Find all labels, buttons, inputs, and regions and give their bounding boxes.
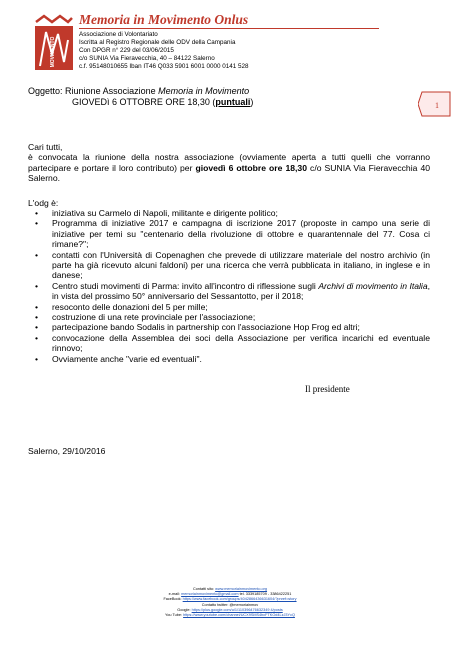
org-detail-line: Associazione di Volontariato <box>79 31 158 38</box>
subject-block <box>28 86 253 108</box>
agenda-item-text: Programma di iniziative 2017 e campagna di iscrizione 2017 (proposte in campo una serie di iniziative per temi su "centenario della rivoluzione di ottobre e quarantennale del 77. Cosa ci rimane?"; <box>52 218 430 250</box>
email-link[interactable]: memoriainmovimento@gmail.com <box>181 592 239 597</box>
agenda-item <box>28 218 430 249</box>
org-detail-line: Iscritta al Registro Regionale delle ODV della Campania <box>79 38 236 46</box>
agenda-item-text: , in vista del prossimo 50° anniversario del Sessantotto, per il 2018; <box>52 280 430 302</box>
bullet-icon: • <box>35 208 39 218</box>
meeting-date: giovedì 6 ottobre ore <box>195 162 283 173</box>
agenda-item-text: Ovviamente anche "varie ed eventuali". <box>52 353 202 364</box>
agenda-item-text: convocazione della Assemblea dei soci della Associazione per verifica incarichi ed eventuale rinnovo; <box>52 332 430 354</box>
footer-twitter: Contatto twitter: @memoriainmov <box>201 602 259 607</box>
agenda-item-text: resoconto delle donazioni del 5 per mille; <box>52 301 208 312</box>
meeting-time: 18,30 <box>285 162 307 173</box>
footer-youtube-label: You Tube: <box>165 613 184 618</box>
agenda-item-text: contatti con l'Università di Copenaghen che prevede di utilizzare materiale del nostro archivio (in parte ha già ricevuto alcuni faldoni) per una ricerca che verrà pubblicata in italiano, in inglese e in danese; <box>52 249 430 281</box>
agenda-item-text: partecipazione bando Sodalis in partnership con l'associazione Hop Frog ed altri; <box>52 322 360 333</box>
agenda-item <box>28 208 430 218</box>
bullet-icon: • <box>35 332 39 343</box>
agenda-label: L'odg è: <box>28 198 59 208</box>
footer-google-label: Google: <box>177 607 192 612</box>
agenda-item <box>28 322 430 332</box>
subject-line-1: Riunione Associazione <box>65 86 159 96</box>
bullet-icon: • <box>35 301 39 312</box>
letter-date: Salerno, 29/10/2016 <box>28 446 106 456</box>
convocation-text: è convocata la riunione della nostra associazione (ovviamente aperta a tutti quelli che vorranno partecipare e portare il loro contributo) per <box>28 152 430 173</box>
agenda-item <box>28 312 430 322</box>
header-divider <box>79 28 379 29</box>
agenda-item <box>28 281 430 302</box>
agenda-item-text: Centro studi movimenti di Parma: invito all'incontro di riflessione sugli <box>52 280 319 291</box>
page-number-tab <box>418 90 452 118</box>
bullet-icon: • <box>35 218 39 229</box>
agenda-item <box>28 250 430 281</box>
logo-text: MOVIMENTO <box>50 36 56 68</box>
footer-contacts <box>0 587 460 618</box>
org-detail-line: c.f. 95148010655 Iban IT46 Q033 5901 6001 0000 0141 528 <box>79 62 249 70</box>
organization-name: Memoria in Movimento Onlus <box>79 12 249 27</box>
youtube-link[interactable]: https://www.youtube.com/channel/UCX9SMS4bcFTKOd4LzJ3YcQ <box>183 613 295 618</box>
agenda-list <box>28 208 430 364</box>
subject-line-2-end: ) <box>250 97 254 108</box>
google-link[interactable]: https://plus.google.com/u/1/110396476632349 4/posts <box>191 607 283 612</box>
agenda-item-italic: Archivi di movimento in Italia <box>318 280 428 291</box>
organization-logo <box>32 14 76 76</box>
org-detail-line: c/o SUNIA Via Fieravecchia, 40 – 84122 Salerno <box>79 54 215 62</box>
footer-email-label: e-mail: <box>168 592 182 597</box>
organization-details <box>79 31 248 71</box>
bullet-icon: • <box>35 312 39 323</box>
footer-facebook-label: FaceBook: <box>163 597 183 602</box>
website-link[interactable]: www.memoriainmovimento.org <box>215 587 268 591</box>
bullet-icon: • <box>35 280 39 291</box>
subject-line-2: GIOVEDì 6 OTTOBRE ORE 18,30 ( <box>72 97 216 108</box>
bullet-icon: • <box>35 249 39 260</box>
letter-body <box>28 142 430 184</box>
org-detail-line: Con DPGR n° 229 del 03/06/2015 <box>79 46 174 54</box>
agenda-item <box>28 333 430 354</box>
signature: Il presidente <box>305 384 350 394</box>
convocation-paragraph <box>28 152 430 183</box>
bullet-icon: • <box>35 353 39 364</box>
subject-association-name: Memoria in Movimento <box>158 86 250 96</box>
page-number: 1 <box>435 101 439 110</box>
agenda-item-text: iniziativa su Carmelo di Napoli, militante e dirigente politico; <box>52 208 278 218</box>
agenda-item-text: costruzione di una rete provinciale per l'associazione; <box>52 312 256 323</box>
meeting-place: c/o SUNIA Via Fieravecchia 40 Salerno. <box>28 162 431 184</box>
facebook-link[interactable]: https://www.facebook.com/groups/4042866436631604/?pnref=story <box>182 597 297 602</box>
subject-punctual: puntuali <box>215 97 251 108</box>
bullet-icon: • <box>35 322 39 333</box>
greeting: Cari tutti, <box>28 142 63 152</box>
agenda-item <box>28 302 430 312</box>
subject-label: Oggetto: <box>28 86 63 96</box>
footer-phones: tel. 3339185709 - 3386422251 <box>238 592 292 597</box>
footer-site-label: Contatti sito: <box>192 587 216 591</box>
agenda-item <box>28 354 430 364</box>
